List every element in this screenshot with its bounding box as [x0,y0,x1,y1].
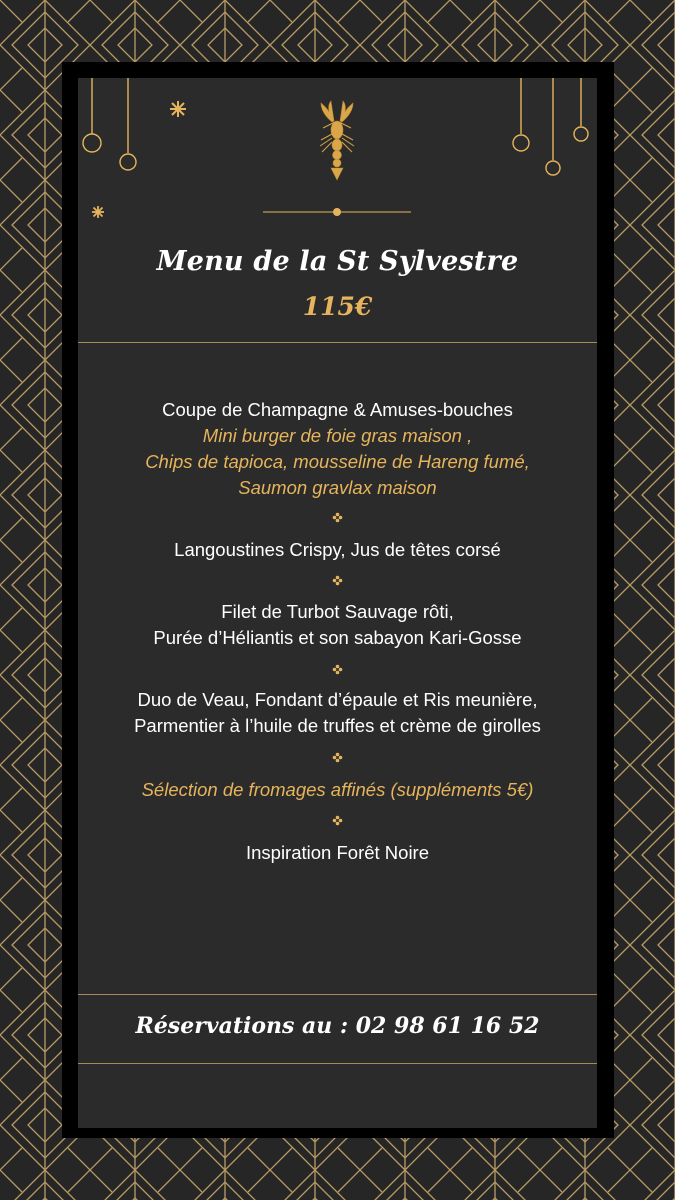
snowflake-icon [91,205,105,219]
course-title: Sélection de fromages affinés (suppléments 5€) [141,779,534,800]
course-fish [78,599,597,651]
lobster-icon [315,100,359,182]
course-title: Coupe de Champagne & Amuses-bouches [162,399,513,420]
course-cheese [78,777,597,803]
course-dessert [78,840,597,866]
flower-separator-icon [332,815,343,826]
divider-line [78,342,597,343]
course-title: Inspiration Forêt Noire [245,842,430,863]
snowflake-icon [169,100,187,118]
course-detail: Saumon gravlax maison [238,477,437,498]
course-detail: Mini burger de foie gras maison , [202,425,473,446]
course-detail: Chips de tapioca, mousseline de Hareng fumé, [145,451,530,472]
divider-line [78,994,597,995]
course-title: Duo de Veau, Fondant d’épaule et Ris meunière, [137,689,538,710]
course-meat [78,687,597,739]
course-aperitif [78,397,597,501]
course-title: Langoustines Crispy, Jus de têtes corsé [174,539,501,560]
menu-card [78,78,597,1128]
menu-price: 115€ [302,292,373,321]
flower-separator-icon [332,575,343,586]
flower-separator-icon [332,512,343,523]
menu-title: Menu de la St Sylvestre [156,246,519,277]
flower-separator-icon [332,664,343,675]
course-title: Parmentier à l’huile de truffes et crème de girolles [134,715,541,736]
ornamental-divider [263,206,411,218]
divider-line [78,1063,597,1064]
hanging-ornaments-right-icon [498,78,597,188]
reservation-phone: Réservations au : 02 98 61 16 52 [135,1013,540,1039]
flower-separator-icon [332,752,343,763]
course-starter [78,537,597,563]
course-title: Filet de Turbot Sauvage rôti, [221,601,454,622]
course-title: Purée d’Héliantis et son sabayon Kari-Gosse [153,627,522,648]
